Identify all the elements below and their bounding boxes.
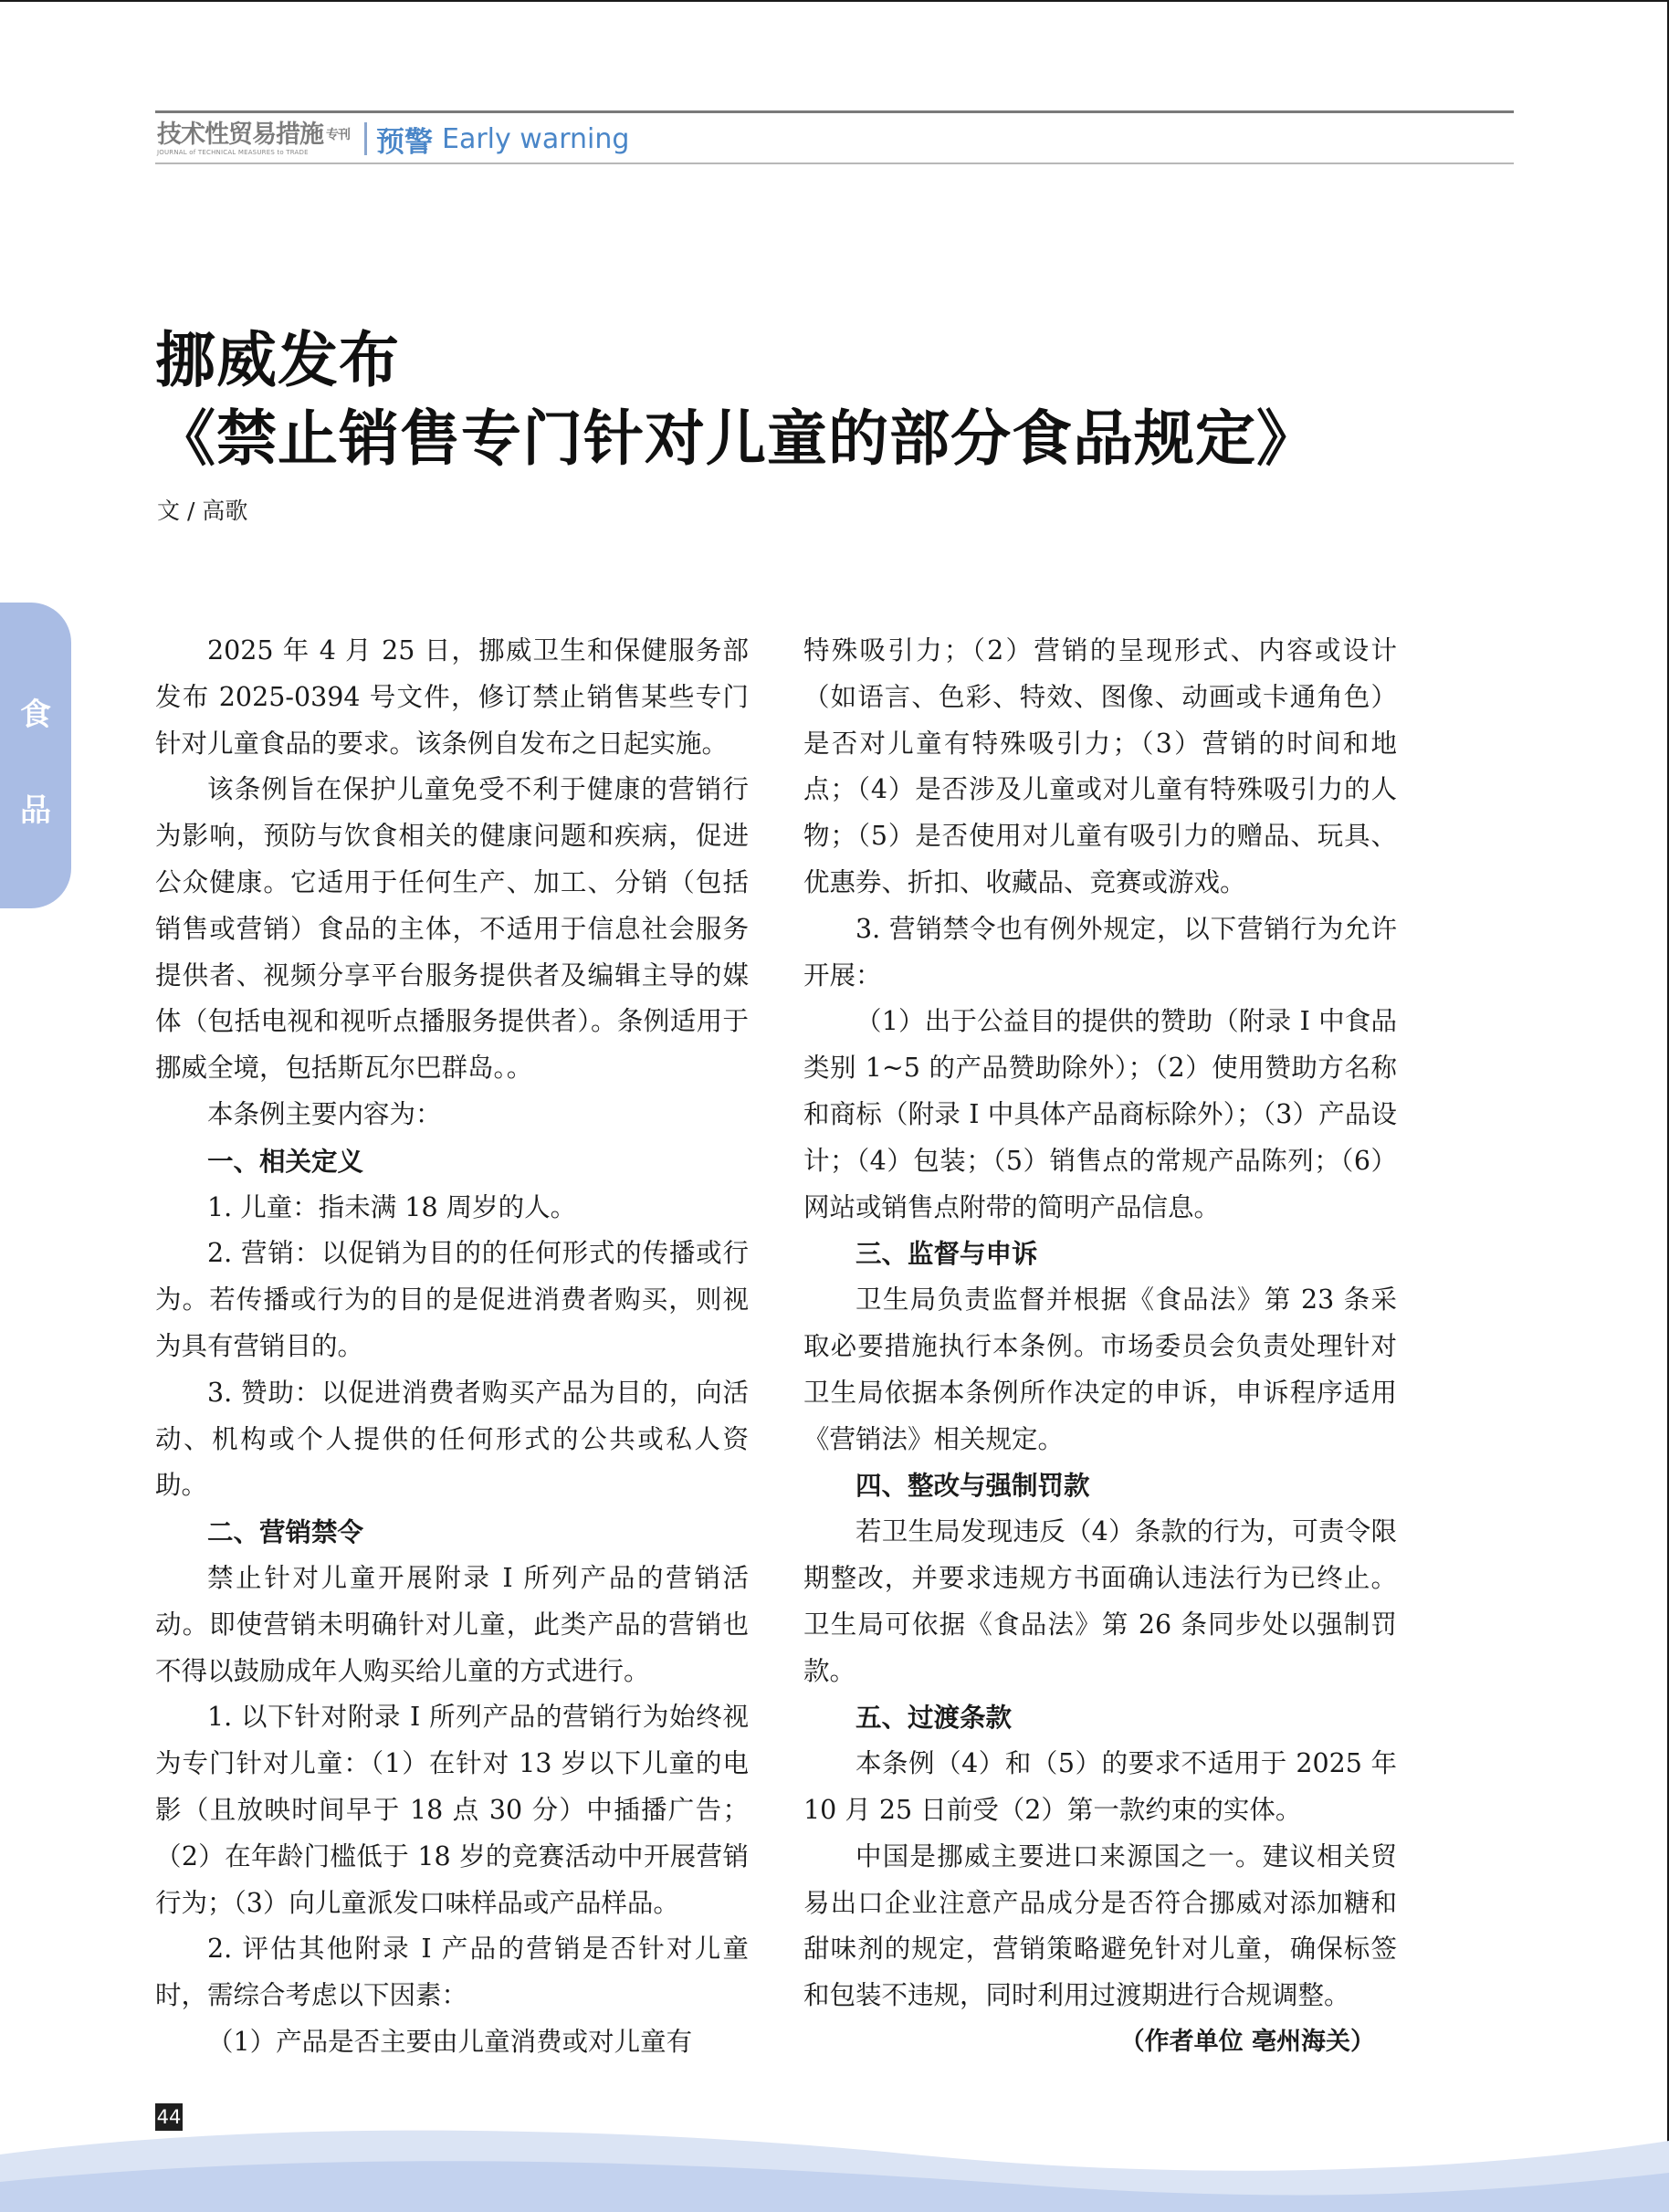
footer-wave-decoration (0, 2100, 1669, 2212)
page-number: 44 (155, 2103, 183, 2131)
paragraph: （1）出于公益目的提供的赞助（附录 I 中食品类别 1~5 的产品赞助除外）；（2）使用赞助方名称和商标（附录 I 中具体产品商标除外）；（3）产品设计；（4）包装；（5）销售点的常规产品陈列；（6）网站或销售点附带的简明产品信息。 (803, 1006, 1397, 1222)
header-rule-bottom (155, 162, 1514, 164)
header-rule-top (155, 110, 1514, 113)
body-column-left (155, 628, 749, 2066)
paragraph: 3. 赞助：以促进消费者购买产品为目的，向活动、机构或个人提供的任何形式的公共或私人资助。 (155, 1377, 749, 1501)
paragraph: 2. 营销：以促销为目的的任何形式的传播或行为。若传播或行为的目的是促进消费者购买，则视为具有营销目的。 (155, 1238, 749, 1361)
section-heading: 五、过渡条款 (855, 1702, 1013, 1734)
paragraph: 禁止针对儿童开展附录 I 所列产品的营销活动。即使营销未明确针对儿童，此类产品的营销也不得以鼓励成年人购买给儿童的方式进行。 (155, 1562, 749, 1686)
running-header (157, 117, 629, 161)
paragraph: 1. 以下针对附录 I 所列产品的营销行为始终视为专门针对儿童：（1）在针对 13 岁以下儿童的电影（且放映时间早于 18 点 30 分）中插播广告；（2）在年龄门槛低于 18 岁的竞赛活动中开展营销行为；（3）向儿童派发口味样品或产品样品。 (155, 1702, 749, 1918)
paragraph: 卫生局负责监督并根据《食品法》第 23 条采取必要措施执行本条例。市场委员会负责处理针对卫生局依据本条例所作决定的申诉，申诉程序适用《营销法》相关规定。 (803, 1284, 1397, 1454)
paragraph: 1. 儿童：指未满 18 周岁的人。 (207, 1191, 577, 1222)
paragraph: （1）产品是否主要由儿童消费或对儿童有 (207, 2026, 693, 2057)
paragraph: 本条例主要内容为： (207, 1098, 442, 1129)
section-name: 预警 (376, 125, 433, 159)
paragraph: 本条例（4）和（5）的要求不适用于 2025 年 10 月 25 日前受（2）第一款约束的实体。 (803, 1748, 1397, 1825)
paragraph: 中国是挪威主要进口来源国之一。建议相关贸易出口企业注意产品成分是否符合挪威对添加糖和甜味剂的规定，营销策略避免针对儿童，确保标签和包装不违规，同时利用过渡期进行合规调整。 (803, 1840, 1397, 2011)
section-heading: 四、整改与强制罚款 (855, 1470, 1090, 1502)
paragraph: 若卫生局发现违反（4）条款的行为，可责令限期整改，并要求违规方书面确认违法行为已终止。卫生局可依据《食品法》第 26 条同步处以强制罚款。 (803, 1516, 1397, 1686)
article-title (155, 321, 1317, 478)
paragraph: 该条例旨在保护儿童免受不利于健康的营销行为影响，预防与饮食相关的健康问题和疾病，促进公众健康。它适用于任何生产、加工、分销（包括销售或营销）食品的主体，不适用于信息社会服务提供者、视频分享平台服务提供者及编辑主导的媒体（包括电视和视听点播服务提供者）。条例适用于挪威全境，包括斯瓦尔巴群岛。。 (155, 774, 749, 1084)
header-separator (364, 122, 367, 155)
journal-english-name: JOURNAL of TECHNICAL MEASURES to TRADE (157, 148, 309, 156)
section-heading: 三、监督与申诉 (855, 1238, 1038, 1270)
journal-name: 技术性贸易措施 (157, 120, 323, 149)
journal-special: 专刊 (326, 127, 350, 142)
paragraph-continued: 特殊吸引力；（2）营销的呈现形式、内容或设计（如语言、色彩、特效、图像、动画或卡通角色）是否对儿童有特殊吸引力；（3）营销的时间和地点；（4）是否涉及儿童或对儿童有特殊吸引力的人物；（5）是否使用对儿童有吸引力的赠品、玩具、优惠券、折扣、收藏品、竞赛或游戏。 (803, 635, 1397, 897)
side-tab-char-1: 食 (20, 697, 51, 733)
author-unit: （作者单位 亳州海关） (1119, 2027, 1375, 2056)
section-heading: 二、营销禁令 (207, 1516, 364, 1548)
title-line-2: 《禁止销售专门针对儿童的部分食品规定》 (155, 404, 1317, 474)
paragraph: 3. 营销禁令也有例外规定，以下营销行为允许开展： (803, 913, 1397, 991)
journal-logo (157, 121, 350, 157)
section-heading: 一、相关定义 (207, 1145, 364, 1177)
body-column-right (803, 628, 1397, 2066)
side-tab-char-2: 品 (20, 792, 51, 829)
section-english-name: Early warning (442, 122, 630, 155)
page-frame-top (0, 0, 1669, 2)
section-side-tab (0, 603, 71, 908)
byline: 文 / 高歌 (157, 498, 248, 524)
title-line-1: 挪威发布 (155, 325, 400, 395)
paragraph: 2. 评估其他附录 I 产品的营销是否针对儿童时，需综合考虑以下因素： (155, 1934, 749, 2011)
paragraph: 2025 年 4 月 25 日，挪威卫生和保健服务部发布 2025-0394 号文件，修订禁止销售某些专门针对儿童食品的要求。该条例自发布之日起实施。 (155, 635, 749, 759)
